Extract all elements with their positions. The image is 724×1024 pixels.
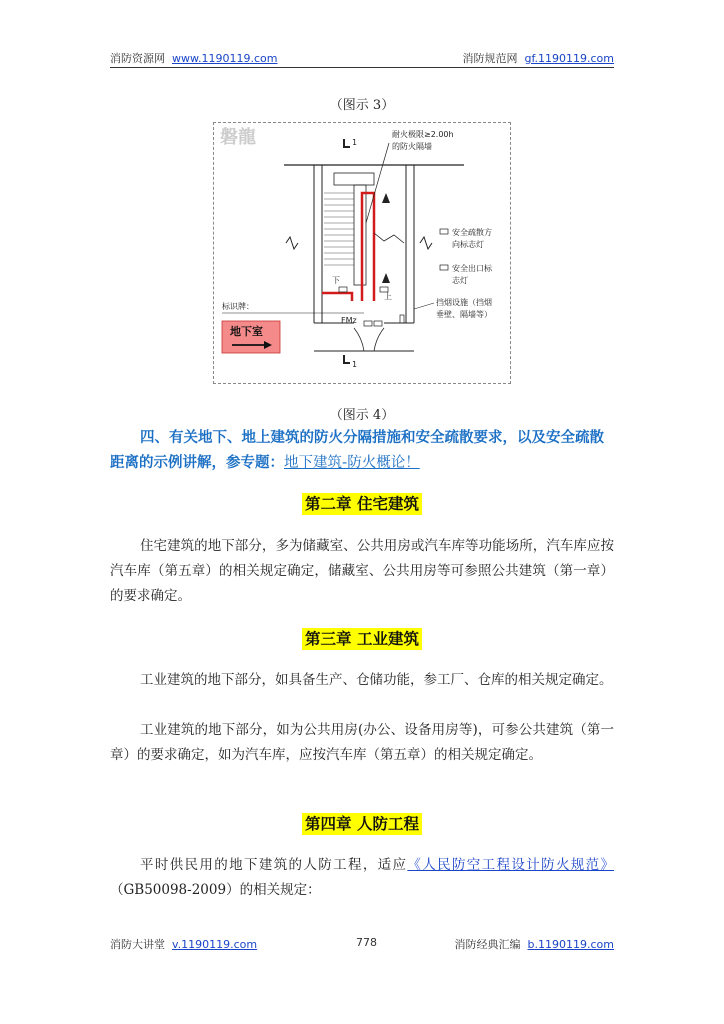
fire-door-label: FMz xyxy=(341,316,357,325)
legend-exit-label-2: 志灯 xyxy=(452,276,468,285)
section-mark-top: 1 xyxy=(352,138,358,147)
footer-left-link[interactable]: v.1190119.com xyxy=(172,938,258,951)
chapter-3-paragraph-1: 工业建筑的地下部分，如具备生产、仓储功能，参工厂、仓库的相关规定确定。 xyxy=(140,672,613,688)
basement-sign-text: 地下室 xyxy=(230,325,263,338)
chapter-4-paragraph xyxy=(110,853,614,903)
regulation-link[interactable]: 《人民防空工程设计防火规范》 xyxy=(407,857,615,873)
footer-left-text: 消防大讲堂 xyxy=(110,938,165,951)
stair-up-label: 上 xyxy=(384,292,392,301)
sign-label: 标识牌： xyxy=(222,302,254,311)
topic-text: 四、有关地下、地上建筑的防火分隔措施和安全疏散要求，以及安全疏散距离的示例讲解，参专题： xyxy=(110,430,604,471)
page-footer xyxy=(110,936,614,954)
header-right-link[interactable]: gf.1190119.com xyxy=(524,52,614,65)
stair-diagram-svg xyxy=(214,123,510,383)
chapter-3-title: 第三章 工业建筑 xyxy=(302,628,422,650)
stair-diagram xyxy=(213,122,511,384)
chapter-3-heading xyxy=(0,627,724,649)
watermark-text: 磐龍 xyxy=(220,127,256,148)
legend-smoke-label-2: 垂壁、隔墙等） xyxy=(436,310,492,319)
topic-paragraph xyxy=(110,426,614,476)
chapter-4-title: 第四章 人防工程 xyxy=(302,813,422,835)
chapter-3-paragraph-2: 工业建筑的地下部分，如为公共用房(办公、设备用房等)，可参公共建筑（第一章）的要求确定，如为汽车库，应按汽车库（第五章）的相关规定确定。 xyxy=(110,722,614,763)
chapter-4-text-a: 平时供民用的地下建筑的人防工程，适应 xyxy=(140,857,408,873)
chapter-2-heading xyxy=(0,492,724,514)
fire-wall-label: 耐火极限≥2.00h xyxy=(392,130,454,139)
legend-evac-label: 安全疏散方 xyxy=(452,228,492,237)
header-right-text: 消防规范网 xyxy=(462,52,518,65)
fire-wall-label-2: 的防火隔墙 xyxy=(392,142,432,151)
legend-evac-label-2: 向标志灯 xyxy=(452,240,484,249)
figure-3-caption: （图示 3） xyxy=(329,98,395,113)
chapter-4-heading xyxy=(0,812,724,834)
header-left-link[interactable]: www.1190119.com xyxy=(172,52,278,65)
legend-exit-label: 安全出口标 xyxy=(452,264,492,273)
page-header xyxy=(110,50,614,68)
header-left-text: 消防资源网 xyxy=(110,52,165,65)
header-divider xyxy=(110,67,614,68)
legend-smoke-label: 挡烟设施（挡烟 xyxy=(436,298,492,307)
section-mark-bottom: 1 xyxy=(352,360,358,369)
topic-link[interactable]: 地下建筑-防火概论！ xyxy=(284,455,420,471)
stair-down-label: 下 xyxy=(332,276,340,285)
footer-right-text: 消防经典汇编 xyxy=(454,938,521,951)
footer-right-link[interactable]: b.1190119.com xyxy=(527,938,614,951)
chapter-2-title: 第二章 住宅建筑 xyxy=(302,493,422,515)
figure-4-caption: （图示 4） xyxy=(329,408,395,423)
page-number: 778 xyxy=(356,936,377,949)
chapter-2-paragraph: 住宅建筑的地下部分，多为储藏室、公共用房或汽车库等功能场所，汽车库应按汽车库（第五章）的相关规定确定，储藏室、公共用房等可参照公共建筑（第一章）的要求确定。 xyxy=(110,538,614,604)
chapter-4-text-b: （GB50098-2009）的相关规定： xyxy=(110,882,321,898)
